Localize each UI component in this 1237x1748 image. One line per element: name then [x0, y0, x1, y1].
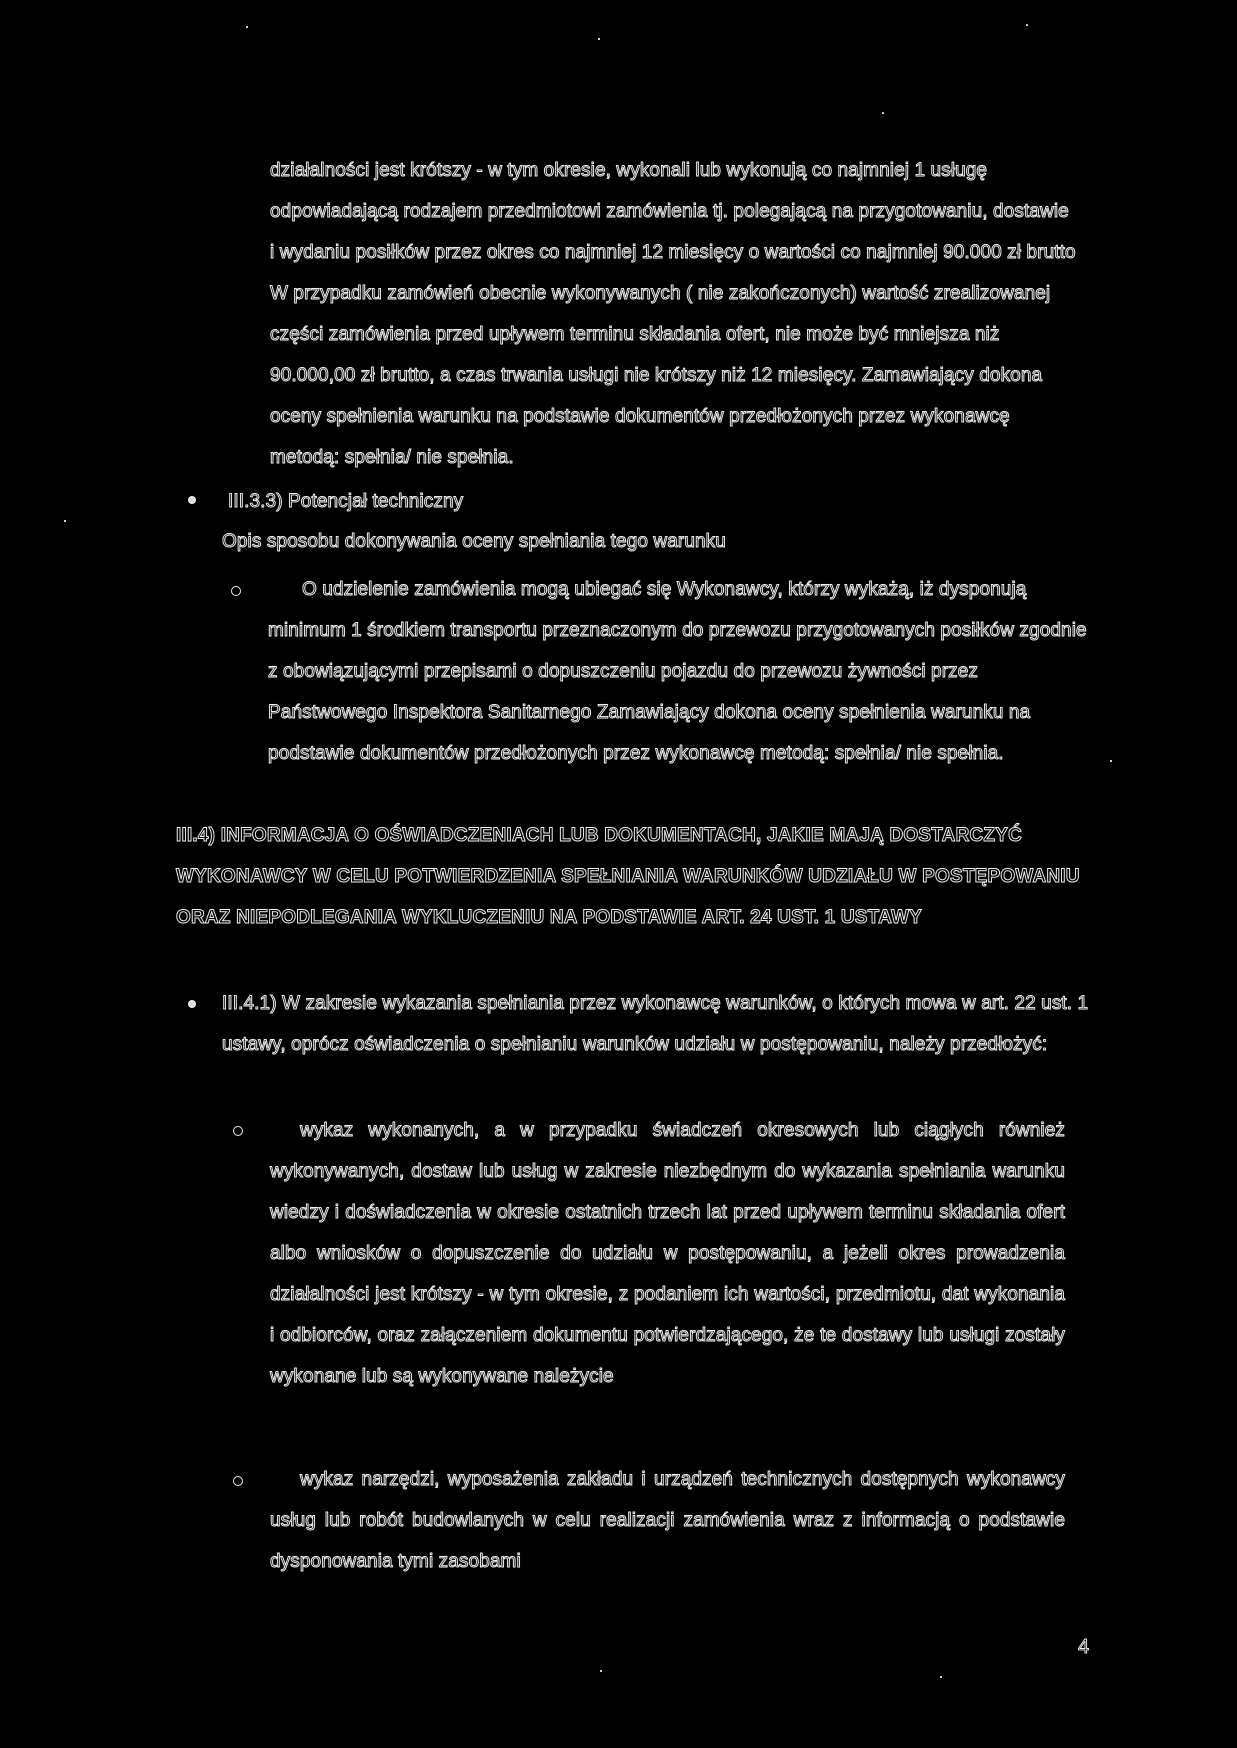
list-item-equipment-list: wykaz narzędzi, wyposażenia zakładu i urządzeń technicznych dostępnych wykonawcy usług lub robót budowlanych w celu realizacji zamówienia wraz z informacją o podstawie dysponowania tymi zasobami: [270, 1469, 1065, 1572]
scan-noise: [598, 38, 600, 40]
scan-noise: [600, 1670, 602, 1672]
bullet-icon: [233, 1126, 243, 1136]
bullet-icon: [231, 586, 241, 596]
scan-noise: [64, 520, 66, 522]
section-heading: III.4) INFORMACJA O OŚWIADCZENIACH LUB DOKUMENTACH, JAKIE MAJĄ DOSTARCZYĆ WYKONAWCY W CELU POTWIERDZENIA SPEŁNIANIA WARUNKÓW UDZIAŁU W POSTĘPOWANIU ORAZ NIEPODLEGANIA WYKLUCZENIU NA PODSTAWIE ART. 24 UST. 1 USTAWY: [176, 825, 1080, 928]
scan-noise: [882, 112, 884, 114]
scan-noise: [1110, 760, 1112, 762]
item-documents-required: III.4.1) W zakresie wykazania spełniania przez wykonawcę warunków, o których mowa w art. 22 ust. 1 ustawy, oprócz oświadczenia o spełnianiu warunków udziału w postępowaniu, należy przedłożyć:: [222, 993, 1089, 1055]
evaluation-description-label: Opis sposobu dokonywania oceny spełniania tego warunku: [222, 531, 726, 552]
paragraph-transport-requirement: O udzielenie zamówienia mogą ubiegać się Wykonawcy, którzy wykażą, iż dysponują minimum 1 środkiem transportu przeznaczonym do przewozu przygotowanych posiłków zgodnie z obowiązującymi przepisami o dopuszczeniu pojazdu do przewozu żywności przez Państwowego Inspektora Sanitarnego Zamawiający dokona oceny spełnienia warunku na podstawie dokumentów przedłożonych przez wykonawcę metodą: spełnia/ nie spełnia.: [268, 579, 1087, 764]
scan-noise: [940, 1676, 942, 1678]
paragraph-continuation: działalności jest krótszy - w tym okresie, wykonali lub wykonują co najmniej 1 usługę odpowiadającą rodzajem przedmiotowi zamówienia tj. polegającą na przygotowaniu, dostawie i wydaniu posiłków przez okres co najmniej 12 miesięcy o wartości co najmniej 90.000 zł brutto W przypadku zamówień obecnie wykonywanych ( nie zakończonych) wartość zrealizowanej części zamówienia przed upływem terminu składania ofert, nie może być mniejsza niż 90.000,00 zł brutto, a czas trwania usługi nie krótszy niż 12 miesięcy. Zamawiający dokona oceny spełnienia warunku na podstawie dokumentów przedłożonych przez wykonawcę metodą: spełnia/ nie spełnia.: [270, 160, 1076, 468]
page-number: 4: [1078, 1636, 1090, 1658]
bullet-icon: [188, 496, 196, 504]
bullet-icon: [233, 1476, 243, 1486]
scan-noise: [1026, 24, 1028, 26]
item-technical-potential: III.3.3) Potencjał techniczny: [228, 491, 464, 512]
bullet-icon: [188, 1000, 196, 1008]
scan-noise: [246, 26, 248, 28]
list-item-services-list: wykaz wykonanych, a w przypadku świadczeń okresowych lub ciągłych również wykonywanych, dostaw lub usług w zakresie niezbędnym do wykazania spełniania warunku wiedzy i doświadczenia w okresie ostatnich trzech lat przed upływem terminu składania ofert albo wniosków o dopuszczenie do udziału w postępowaniu, a jeżeli okres prowadzenia działalności jest krótszy - w tym okresie, z podaniem ich wartości, przedmiotu, dat wykonania i odbiorców, oraz załączeniem dokumentu potwierdzającego, że te dostawy lub usługi zostały wykonane lub są wykonywane należycie: [270, 1120, 1065, 1387]
